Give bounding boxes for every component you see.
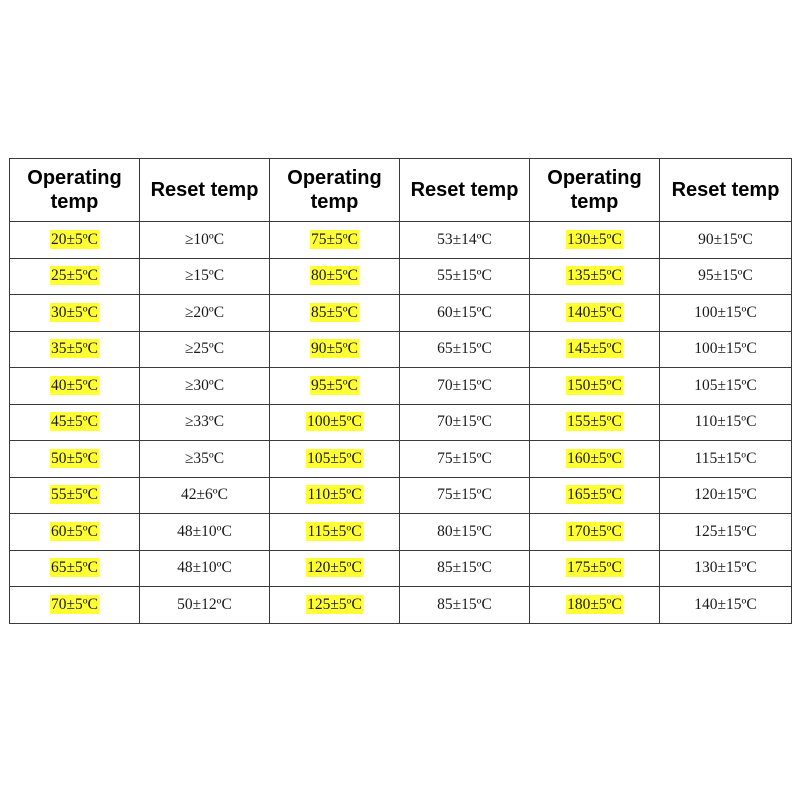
operating-temp-cell bbox=[270, 550, 400, 587]
table-row bbox=[10, 477, 792, 514]
reset-temp-cell: 60±15ºC bbox=[400, 295, 530, 332]
header-reset-temp: Reset temp bbox=[400, 159, 530, 222]
highlighted-value: 160±5ºC bbox=[567, 449, 622, 467]
header-line: Operating bbox=[27, 167, 122, 189]
reset-temp-cell: 100±15ºC bbox=[660, 331, 792, 368]
reset-temp-cell: 70±15ºC bbox=[400, 404, 530, 441]
header-reset-temp: Reset temp bbox=[660, 159, 792, 222]
highlighted-value: 70±5ºC bbox=[51, 595, 98, 613]
operating-temp-cell bbox=[530, 587, 660, 624]
reset-temp-cell: 50±12ºC bbox=[140, 587, 270, 624]
operating-temp-cell bbox=[530, 404, 660, 441]
highlighted-value: 125±5ºC bbox=[307, 595, 362, 613]
reset-temp-cell: 48±10ºC bbox=[140, 550, 270, 587]
operating-temp-cell bbox=[10, 587, 140, 624]
highlighted-value: 90±5ºC bbox=[311, 340, 358, 358]
reset-temp-cell: 105±15ºC bbox=[660, 368, 792, 405]
reset-temp-cell: 130±15ºC bbox=[660, 550, 792, 587]
table-row bbox=[10, 368, 792, 405]
reset-temp-cell: ≥25ºC bbox=[140, 331, 270, 368]
reset-temp-cell: ≥33ºC bbox=[140, 404, 270, 441]
reset-temp-cell: 100±15ºC bbox=[660, 295, 792, 332]
operating-temp-cell bbox=[270, 404, 400, 441]
table-row bbox=[10, 514, 792, 551]
operating-temp-cell bbox=[10, 404, 140, 441]
operating-temp-cell bbox=[530, 477, 660, 514]
table-body bbox=[10, 222, 792, 624]
operating-temp-cell bbox=[270, 587, 400, 624]
highlighted-value: 35±5ºC bbox=[51, 340, 98, 358]
operating-temp-cell bbox=[10, 441, 140, 478]
highlighted-value: 80±5ºC bbox=[311, 267, 358, 285]
highlighted-value: 115±5ºC bbox=[307, 522, 362, 540]
operating-temp-cell bbox=[530, 331, 660, 368]
highlighted-value: 40±5ºC bbox=[51, 376, 98, 394]
operating-temp-cell bbox=[270, 441, 400, 478]
reset-temp-cell: ≥30ºC bbox=[140, 368, 270, 405]
reset-temp-cell: 75±15ºC bbox=[400, 441, 530, 478]
highlighted-value: 140±5ºC bbox=[567, 303, 622, 321]
reset-temp-cell: 110±15ºC bbox=[660, 404, 792, 441]
table-row bbox=[10, 222, 792, 259]
operating-temp-cell bbox=[530, 441, 660, 478]
header-operating-temp bbox=[530, 159, 660, 222]
operating-temp-cell bbox=[270, 331, 400, 368]
highlighted-value: 165±5ºC bbox=[567, 486, 622, 504]
reset-temp-cell: ≥20ºC bbox=[140, 295, 270, 332]
operating-temp-cell bbox=[10, 295, 140, 332]
highlighted-value: 65±5ºC bbox=[51, 559, 98, 577]
reset-temp-cell: 140±15ºC bbox=[660, 587, 792, 624]
highlighted-value: 20±5ºC bbox=[51, 230, 98, 248]
header-operating-temp bbox=[10, 159, 140, 222]
highlighted-value: 120±5ºC bbox=[307, 559, 362, 577]
temperature-table bbox=[9, 158, 792, 624]
highlighted-value: 25±5ºC bbox=[51, 267, 98, 285]
highlighted-value: 50±5ºC bbox=[51, 449, 98, 467]
operating-temp-cell bbox=[10, 222, 140, 259]
highlighted-value: 150±5ºC bbox=[567, 376, 622, 394]
reset-temp-cell: 70±15ºC bbox=[400, 368, 530, 405]
highlighted-value: 45±5ºC bbox=[51, 413, 98, 431]
operating-temp-cell bbox=[530, 258, 660, 295]
operating-temp-cell bbox=[530, 295, 660, 332]
operating-temp-cell bbox=[10, 550, 140, 587]
reset-temp-cell: 42±6ºC bbox=[140, 477, 270, 514]
operating-temp-cell bbox=[10, 331, 140, 368]
reset-temp-cell: 75±15ºC bbox=[400, 477, 530, 514]
operating-temp-cell bbox=[530, 514, 660, 551]
reset-temp-cell: 55±15ºC bbox=[400, 258, 530, 295]
operating-temp-cell bbox=[270, 258, 400, 295]
reset-temp-cell: 120±15ºC bbox=[660, 477, 792, 514]
reset-temp-cell: 90±15ºC bbox=[660, 222, 792, 259]
operating-temp-cell bbox=[270, 514, 400, 551]
highlighted-value: 75±5ºC bbox=[311, 230, 358, 248]
reset-temp-cell: 85±15ºC bbox=[400, 587, 530, 624]
highlighted-value: 135±5ºC bbox=[567, 267, 622, 285]
reset-temp-cell: 53±14ºC bbox=[400, 222, 530, 259]
reset-temp-cell: 125±15ºC bbox=[660, 514, 792, 551]
reset-temp-cell: 65±15ºC bbox=[400, 331, 530, 368]
header-line: temp bbox=[50, 191, 99, 213]
operating-temp-cell bbox=[10, 258, 140, 295]
operating-temp-cell bbox=[10, 477, 140, 514]
table-row bbox=[10, 404, 792, 441]
highlighted-value: 60±5ºC bbox=[51, 522, 98, 540]
table-row bbox=[10, 295, 792, 332]
highlighted-value: 155±5ºC bbox=[567, 413, 622, 431]
operating-temp-cell bbox=[270, 295, 400, 332]
operating-temp-cell bbox=[270, 222, 400, 259]
highlighted-value: 55±5ºC bbox=[51, 486, 98, 504]
header-operating-temp bbox=[270, 159, 400, 222]
highlighted-value: 170±5ºC bbox=[567, 522, 622, 540]
reset-temp-cell: 95±15ºC bbox=[660, 258, 792, 295]
header-line: temp bbox=[570, 191, 619, 213]
reset-temp-cell: ≥15ºC bbox=[140, 258, 270, 295]
header-reset-temp: Reset temp bbox=[140, 159, 270, 222]
highlighted-value: 100±5ºC bbox=[307, 413, 362, 431]
header-line: Operating bbox=[287, 167, 382, 189]
table-row bbox=[10, 331, 792, 368]
highlighted-value: 175±5ºC bbox=[567, 559, 622, 577]
highlighted-value: 145±5ºC bbox=[567, 340, 622, 358]
table-header bbox=[10, 159, 792, 222]
highlighted-value: 30±5ºC bbox=[51, 303, 98, 321]
table-row bbox=[10, 587, 792, 624]
reset-temp-cell: 80±15ºC bbox=[400, 514, 530, 551]
operating-temp-cell bbox=[10, 514, 140, 551]
header-line: Operating bbox=[547, 167, 642, 189]
table-row bbox=[10, 258, 792, 295]
highlighted-value: 85±5ºC bbox=[311, 303, 358, 321]
operating-temp-cell bbox=[530, 368, 660, 405]
reset-temp-cell: 85±15ºC bbox=[400, 550, 530, 587]
operating-temp-cell bbox=[270, 368, 400, 405]
highlighted-value: 130±5ºC bbox=[567, 230, 622, 248]
highlighted-value: 110±5ºC bbox=[307, 486, 362, 504]
operating-temp-cell bbox=[270, 477, 400, 514]
table-row bbox=[10, 550, 792, 587]
operating-temp-cell bbox=[10, 368, 140, 405]
reset-temp-cell: ≥10ºC bbox=[140, 222, 270, 259]
header-line: temp bbox=[310, 191, 359, 213]
reset-temp-cell: 48±10ºC bbox=[140, 514, 270, 551]
reset-temp-cell: ≥35ºC bbox=[140, 441, 270, 478]
table-row bbox=[10, 441, 792, 478]
operating-temp-cell bbox=[530, 550, 660, 587]
highlighted-value: 95±5ºC bbox=[311, 376, 358, 394]
highlighted-value: 105±5ºC bbox=[307, 449, 362, 467]
operating-temp-cell bbox=[530, 222, 660, 259]
reset-temp-cell: 115±15ºC bbox=[660, 441, 792, 478]
highlighted-value: 180±5ºC bbox=[567, 595, 622, 613]
header-row bbox=[10, 159, 792, 222]
